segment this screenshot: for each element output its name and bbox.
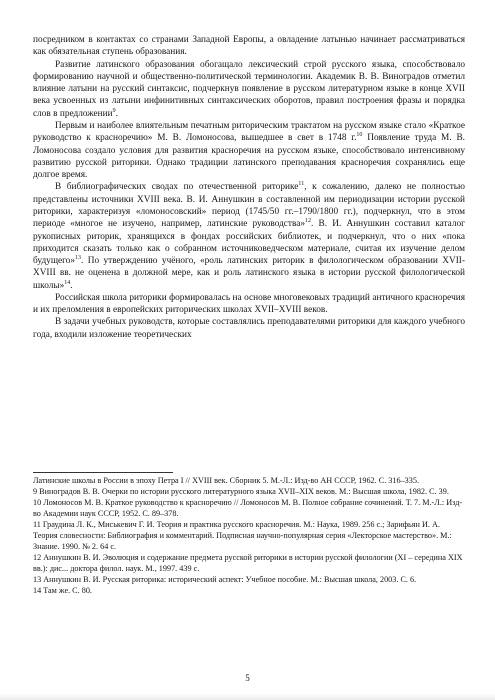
footnote-separator: [33, 472, 173, 473]
paragraph: посредником в контактах со странами Западной Европы, а овладение латынью начинает рассматриваться как обязательная ступень образования.: [33, 35, 465, 58]
body-text: [33, 34, 465, 341]
paragraph-text: Развитие латинского образования обогащало лексический строй русского языка, способствовало формированию научной и общественно-политической терминологии. Академик В. В. Виноградов отметил влияние латыни на русский синтаксис, подчеркнув появление в русском литературном языке в конце XVII века усвоенных из латыни инфинитивных синтаксических оборотов, правил построения фразы и порядка слов в предложении: [33, 59, 465, 119]
paragraph-text: . В. И. Аннушкин составил каталог рукописных риторик, хранящихся в фондах российских библиотек, и подчеркнул, что о них «пока приходится сказать только как о собранном источниковедческом материале, считая их изучение делом будущего»: [33, 219, 465, 267]
paragraph: [33, 59, 465, 120]
paragraph: Российская школа риторики формировалась на основе многовековых традиций античного красноречия и их преломления в европейских риторических школах XVII–XVIII веков.: [33, 292, 465, 316]
footnote-ref: 12: [305, 218, 312, 225]
footnote-ref: 11: [298, 181, 305, 188]
footnote-ref: 9: [112, 107, 116, 114]
paragraph-text: В библиографических сводах по отечественной риторике: [55, 182, 299, 193]
footnote: 9 Виноградов В. В. Очерки по истории русского литературного языка XVII–XIX веков. М.: Высшая школа, 1982. С. 39.: [33, 486, 449, 496]
paragraph: [33, 181, 465, 292]
paragraph: [33, 120, 465, 181]
paragraph-text: .: [115, 108, 118, 119]
scan-edge-shadow: [0, 693, 495, 700]
page-number: 5: [245, 673, 250, 683]
footnote: 10 Ломоносов М. В. Краткое руководство к красноречию // Ломоносов М. В. Полное собрание сочинений. Т. 7. М.-Л.: Изд-во Академии наук СССР, 1952. С. 89–378.: [33, 497, 463, 518]
paragraph-text: . По утверждению учёного, «роль латинских риторик в филологическом образовании XVII-XVIII вв. не оценена в должной мере, как и роль латинского языка в истории русской филологической школы»: [33, 256, 465, 291]
footnote-ref: 10: [356, 132, 363, 139]
paragraph: В задачи учебных руководств, которые составлялись преподавателями риторики для каждого учебного года, входили изложение теоретических: [33, 317, 465, 340]
paragraph-text: .: [70, 280, 73, 291]
paragraph-text: Первым и наиболее влиятельным печатным риторическим трактатом на русском языке стало «Краткое руководство к красноречию» М. В. Ломоносова, вышедшее в свет в 1748 г.: [33, 120, 465, 144]
footnotes: [33, 476, 465, 596]
paragraph-text: Появление труда М. В. Ломоносова создало условия для развития красноречия на русском языке, способствовало интенсивному развитию русской риторики. Однако традиции латинского преподавания красноречия сохранялись еще долгое время.: [33, 133, 465, 181]
footnote-ref: 13: [74, 254, 81, 261]
footnote: 14 Там же. С. 80.: [33, 585, 92, 595]
footnote: 11 Граудина Л. К., Миськевич Г. И. Теория и практика русского красноречия. М.: Наука, 1989. 256 с.; Зарифьян И. А. Теория словесности: Библиография и комментарий. Подписная научно-популярная серия «Лекторское мастерство». М.: Знание. 1990. № 2. 64 с.: [33, 519, 452, 551]
footnote: 12 Аннушкин В. И. Эволюция и содержание предмета русской риторики в истории русской филологии (XI – середина XIX вв.): дис... доктора филол. наук. М., 1997. 439 с.: [33, 552, 463, 573]
footnote-ref: 14: [64, 279, 71, 286]
paragraph-text: , к сожалению, далеко не полностью представлены источники XVIII века. В. И. Аннушкин в составленной им периодизации истории русской риторики, характеризуя «ломоносовский» период (1745/50 гг.–1790/1800 гг.), подчеркнул, что в этом периоде «многое не изучено, например, латинские руководства»: [33, 182, 465, 230]
footnote: Латинские школы в России в эпоху Петра I // XVIII век. Сборник 5. М.-Л.: Изд-во АН СССР, 1962. С. 316–335.: [33, 476, 419, 485]
footnote: 13 Аннушкин В. И. Русская риторика: исторический аспект: Учебное пособие. М.: Высшая школа, 2003. С. 6.: [33, 574, 417, 584]
